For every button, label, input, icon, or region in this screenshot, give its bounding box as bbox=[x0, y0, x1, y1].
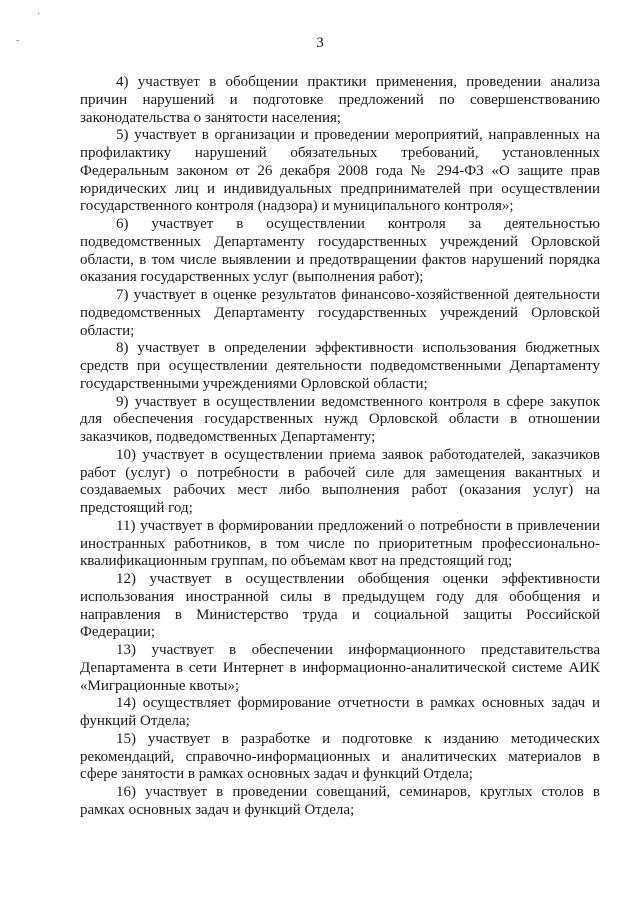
paragraph-item-7: 7) участвует в оценке результатов финансово-хозяйственной деятельности подведомственных Департаменту государственных учреждений Орловской области; bbox=[80, 287, 600, 339]
scan-dash-mark: - bbox=[16, 35, 20, 46]
paragraph-item-11: 11) участвует в формировании предложений о потребности в привлечении иностранных работников, в том числе по приоритетным профессионально-квалификационным группам, по объемам квот на предстоящий год; bbox=[80, 517, 600, 570]
paragraph-item-6: 6) участвует в осуществлении контроля за деятельностью подведомственных Департаменту государственных учреждений Орловской области, в том числе выявлении и предотвращении фактов нарушений порядка оказания государственных услуг (выполнения работ); bbox=[80, 216, 600, 286]
paragraph-item-9: 9) участвует в осуществлении ведомственного контроля в сфере закупок для обеспечения государственных нужд Орловской области в отношении заказчиков, подведомственных Департаменту; bbox=[80, 393, 600, 445]
paragraph-item-15: 15) участвует в разработке и подготовке к изданию методических рекомендаций, справочно-информационных и аналитических материалов в сфере занятости в рамках основных задач и функций Отдела; bbox=[80, 730, 600, 783]
paragraph-item-5: 5) участвует в организации и проведении мероприятий, направленных на профилактику нарушений обязательных требований, установленных Федеральным законом от 26 декабря 2008 года № 294-ФЗ «О защите прав юридических лиц и индивидуальных предпринимателей при осуществлении государственного контроля (надзора) и муниципального контроля»; bbox=[80, 127, 600, 215]
paragraph-item-8: 8) участвует в определении эффективности использования бюджетных средств при осуществлении деятельности подведомственными Департаменту государственными учреждениями Орловской области; bbox=[80, 340, 600, 392]
paragraph-item-14: 14) осуществляет формирование отчетности в рамках основных задач и функций Отдела; bbox=[80, 695, 600, 729]
paragraph-item-4: 4) участвует в обобщении практики применения, проведении анализа причин нарушений и подготовке предложений по совершенствованию законодательства о занятости населения; bbox=[80, 74, 600, 126]
paragraph-item-12: 12) участвует в осуществлении обобщения оценки эффективности использования иностранной силы в предыдущем году для обобщения и направления в Министерство труда и социальной защиты Российской Федерации; bbox=[80, 571, 600, 641]
document-body bbox=[80, 74, 600, 820]
paragraph-item-16: 16) участвует в проведении совещаний, семинаров, круглых столов в рамках основных задач и функций Отдела; bbox=[80, 784, 600, 818]
paragraph-item-10: 10) участвует в осуществлении приема заявок работодателей, заказчиков работ (услуг) о потребности в рабочей силе для замещения вакантных и создаваемых рабочих мест либо выполнения работ (оказания услуг) на предстоящий год; bbox=[80, 446, 600, 516]
scan-dot-mark: · bbox=[37, 9, 41, 20]
page-number: 3 bbox=[316, 35, 324, 51]
paragraph-item-13: 13) участвует в обеспечении информационного представительства Департамента в сети Интернет в информационно-аналитической системе АИК «Миграционные квоты»; bbox=[80, 642, 600, 694]
